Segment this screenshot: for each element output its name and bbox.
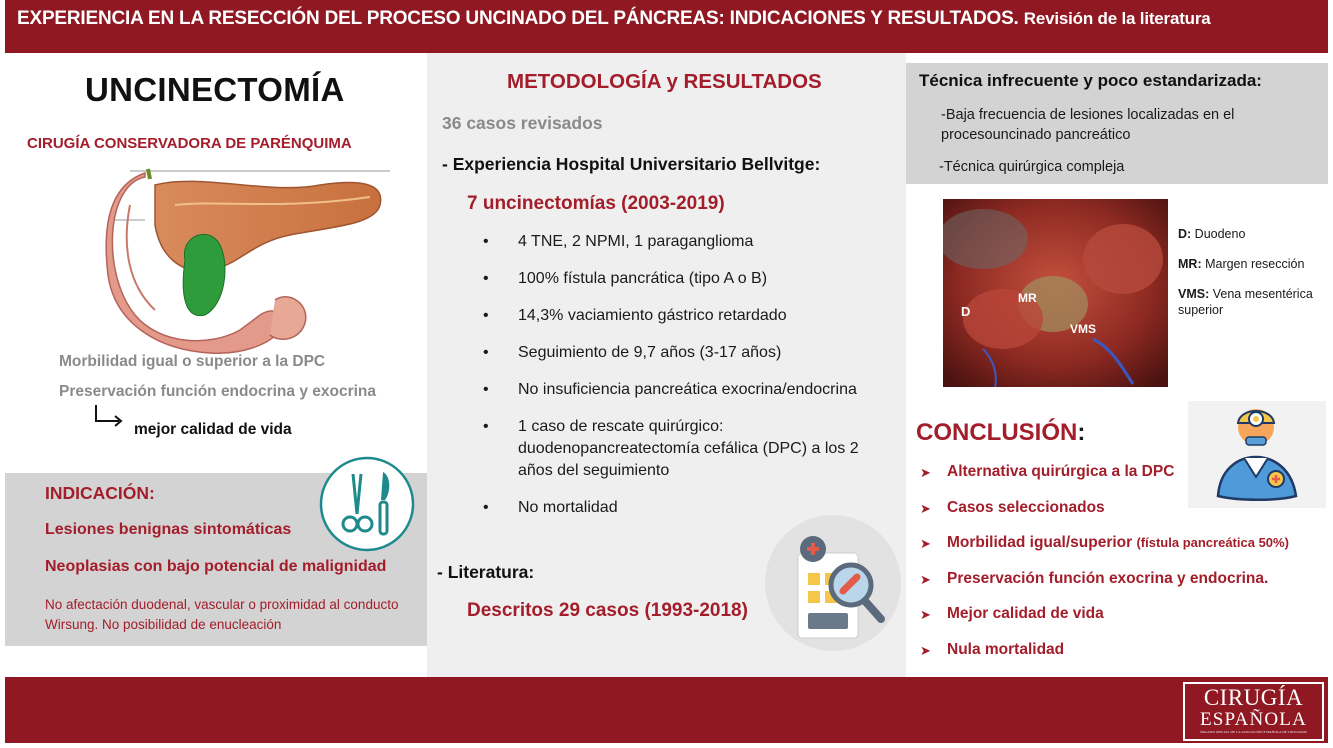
list-item: • No insuficiencia pancreática exocrina/endocrina xyxy=(483,379,903,401)
medical-search-icon xyxy=(763,513,903,653)
conclusion-title: CONCLUSIÓN: xyxy=(916,419,1086,446)
arrow-bullet-icon: ➤ xyxy=(920,536,931,551)
legend-item: MR: Margen resección xyxy=(1178,257,1305,271)
corner-arrow-icon xyxy=(93,403,125,427)
arrow-bullet-icon: ➤ xyxy=(920,607,931,622)
arrow-bullet-icon: ➤ xyxy=(920,500,931,516)
indication-title: INDICACIÓN: xyxy=(45,483,155,503)
list-item: • 14,3% vaciamiento gástrico retardado xyxy=(483,305,903,327)
quality-of-life-line: mejor calidad de vida xyxy=(134,421,292,438)
technique-point-1: -Baja frecuencia de lesiones localizadas en el procesouncinado pancreático xyxy=(941,107,1235,143)
indication-item-2: Neoplasias con bajo potencial de malignidad xyxy=(45,558,387,575)
poster-subtitle: Revisión de la literatura xyxy=(1023,9,1211,28)
results-list xyxy=(483,231,903,534)
parenchyma-sparing-subheading: CIRUGÍA CONSERVADORA DE PARÉNQUIMA xyxy=(27,135,352,152)
uncinectomia-heading: UNCINECTOMÍA xyxy=(85,71,345,108)
list-item: ➤ Morbilidad igual/superior (fístula pancreática 50%) xyxy=(920,534,1289,551)
pancreas-illustration xyxy=(100,165,390,357)
list-item: ➤ Nula mortalidad xyxy=(920,640,1065,658)
logo-line-1: CIRUGÍA xyxy=(1203,685,1304,710)
morbidity-line: Morbilidad igual o superior a la DPC xyxy=(59,353,326,370)
list-item: ➤ Preservación función exocrina y endocrina. xyxy=(920,569,1269,587)
technique-point-2: -Técnica quirúrgica compleja xyxy=(939,159,1125,175)
list-item: ➤ Mejor calidad de vida xyxy=(920,605,1104,622)
list-item: • 4 TNE, 2 NPMI, 1 paraganglioma xyxy=(483,231,903,253)
list-item: • 100% fístula pancrática (tipo A o B) xyxy=(483,268,903,290)
poster-title xyxy=(17,8,1211,30)
surgical-photo xyxy=(943,199,1168,387)
legend-item: VMS: Vena mesentérica superior xyxy=(1178,287,1313,317)
poster-title-main: EXPERIENCIA EN LA RESECCIÓN DEL PROCESO UNCINADO DEL PÁNCREAS: INDICACIONES Y RESULTADOS. xyxy=(17,8,1019,29)
cirugia-espanola-logo xyxy=(1183,682,1324,741)
photo-label-d: D xyxy=(961,304,971,319)
logo-line-3: ÓRGANO OFICIAL DE LA ASOCIACIÓN ESPAÑOLA DE CIRUJANOS xyxy=(1200,730,1307,734)
photo-legend xyxy=(1178,226,1328,332)
arrow-bullet-icon: ➤ xyxy=(920,571,931,587)
logo-line-2: ESPAÑOLA xyxy=(1199,709,1308,730)
left-column xyxy=(5,53,427,677)
list-item: • Seguimiento de 9,7 años (3-17 años) xyxy=(483,342,903,364)
methodology-title: METODOLOGÍA y RESULTADOS xyxy=(507,70,822,93)
footer-bar xyxy=(5,677,1328,743)
list-item: • No mortalidad xyxy=(483,497,903,519)
arrow-bullet-icon: ➤ xyxy=(920,465,931,480)
conclusion-list xyxy=(920,463,1330,676)
uncinectomies-count: 7 uncinectomías (2003-2019) xyxy=(467,193,725,214)
legend-item: D: Duodeno xyxy=(1178,227,1246,241)
hospital-experience-heading: - Experiencia Hospital Universitario Bellvitge: xyxy=(442,154,821,174)
list-item: ➤ Casos seleccionados xyxy=(920,498,1105,516)
header-bar xyxy=(5,0,1328,53)
indication-note: No afectación duodenal, vascular o proximidad al conducto Wirsung. No posibilidad de enucleación xyxy=(45,597,399,632)
arrow-bullet-icon: ➤ xyxy=(920,642,931,658)
surgical-tools-icon xyxy=(317,454,417,554)
right-column xyxy=(906,53,1328,677)
literature-heading: - Literatura: xyxy=(437,562,535,582)
technique-title: Técnica infrecuente y poco estandarizada: xyxy=(919,71,1262,90)
preservation-line: Preservación función endocrina y exocrina xyxy=(59,383,377,400)
indication-box xyxy=(5,473,427,646)
cases-reviewed: 36 casos revisados xyxy=(442,113,603,133)
technique-box xyxy=(906,63,1328,184)
middle-column xyxy=(427,53,906,677)
literature-cases: Descritos 29 casos (1993-2018) xyxy=(467,600,748,621)
list-item: ➤ Alternativa quirúrgica a la DPC xyxy=(920,463,1175,480)
photo-label-vms: VMS xyxy=(1070,322,1097,336)
list-item: • 1 caso de rescate quirúrgico: duodenopancreatectomía cefálica (DPC) a los 2 años del seguimiento xyxy=(483,416,863,482)
photo-label-mr: MR xyxy=(1018,291,1037,305)
indication-item-1: Lesiones benignas sintomáticas xyxy=(45,521,292,538)
